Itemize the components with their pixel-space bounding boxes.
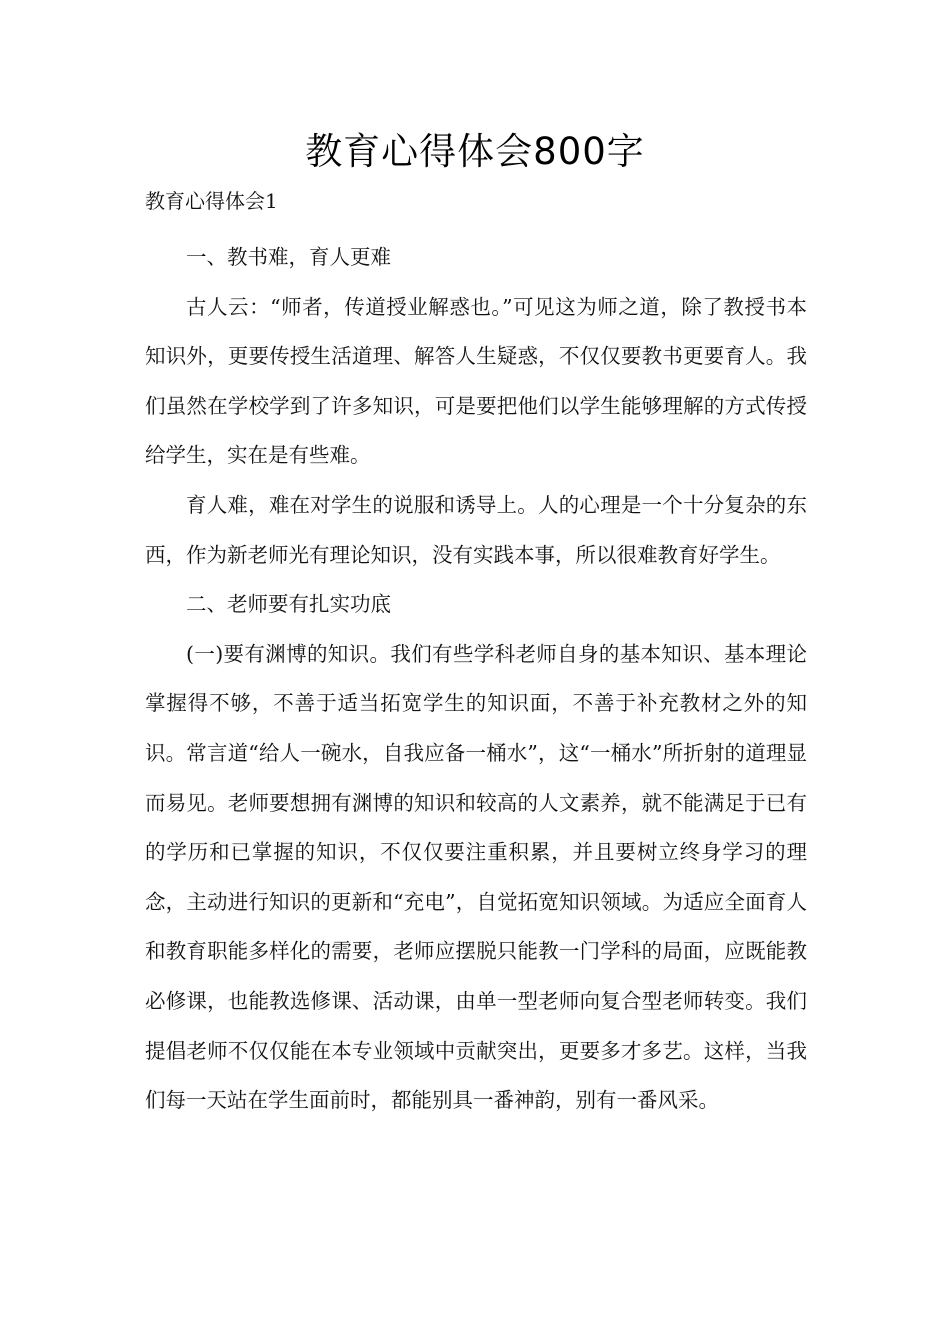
document-body	[145, 233, 807, 1126]
paragraph-3: (一)要有渊博的知识。我们有些学科老师自身的基本知识、基本理论掌握得不够，不善于适当拓宽学生的知识面，不善于补充教材之外的知识。常言道“给人一碗水，自我应备一桶水”，这“一桶水”所折射的道理显而易见。老师要想拥有渊博的知识和较高的人文素养，就不能满足于已有的学历和已掌握的知识，不仅仅要注重积累，并且要树立终身学习的理念，主动进行知识的更新和“充电”，自觉拓宽知识领域。为适应全面育人和教育职能多样化的需要，老师应摆脱只能教一门学科的局面，应既能教必修课，也能教选修课、活动课，由单一型老师向复合型老师转变。我们提倡老师不仅仅能在本专业领域中贡献突出，更要多才多艺。这样，当我们每一天站在学生面前时，都能别具一番神韵，别有一番风采。	[145, 641, 807, 1113]
paragraph-2: 育人难，难在对学生的说服和诱导上。人的心理是一个十分复杂的东西，作为新老师光有理论知识，没有实践本事，所以很难教育好学生。	[145, 492, 807, 567]
section-heading-2: 二、老师要有扎实功底	[186, 592, 391, 617]
document-title: 教育心得体会800字	[305, 130, 645, 173]
section-heading-1: 一、教书难，育人更难	[186, 245, 391, 269]
document-subtitle: 教育心得体会1	[145, 189, 278, 213]
paragraph-1: 古人云：“师者，传道授业解惑也。”可见这为师之道，除了教授书本知识外，更要传授生活道理、解答人生疑惑，不仅仅要教书更要育人。我们虽然在学校学到了许多知识，可是要把他们以学生能够理解的方式传授给学生，实在是有些难。	[145, 294, 807, 468]
